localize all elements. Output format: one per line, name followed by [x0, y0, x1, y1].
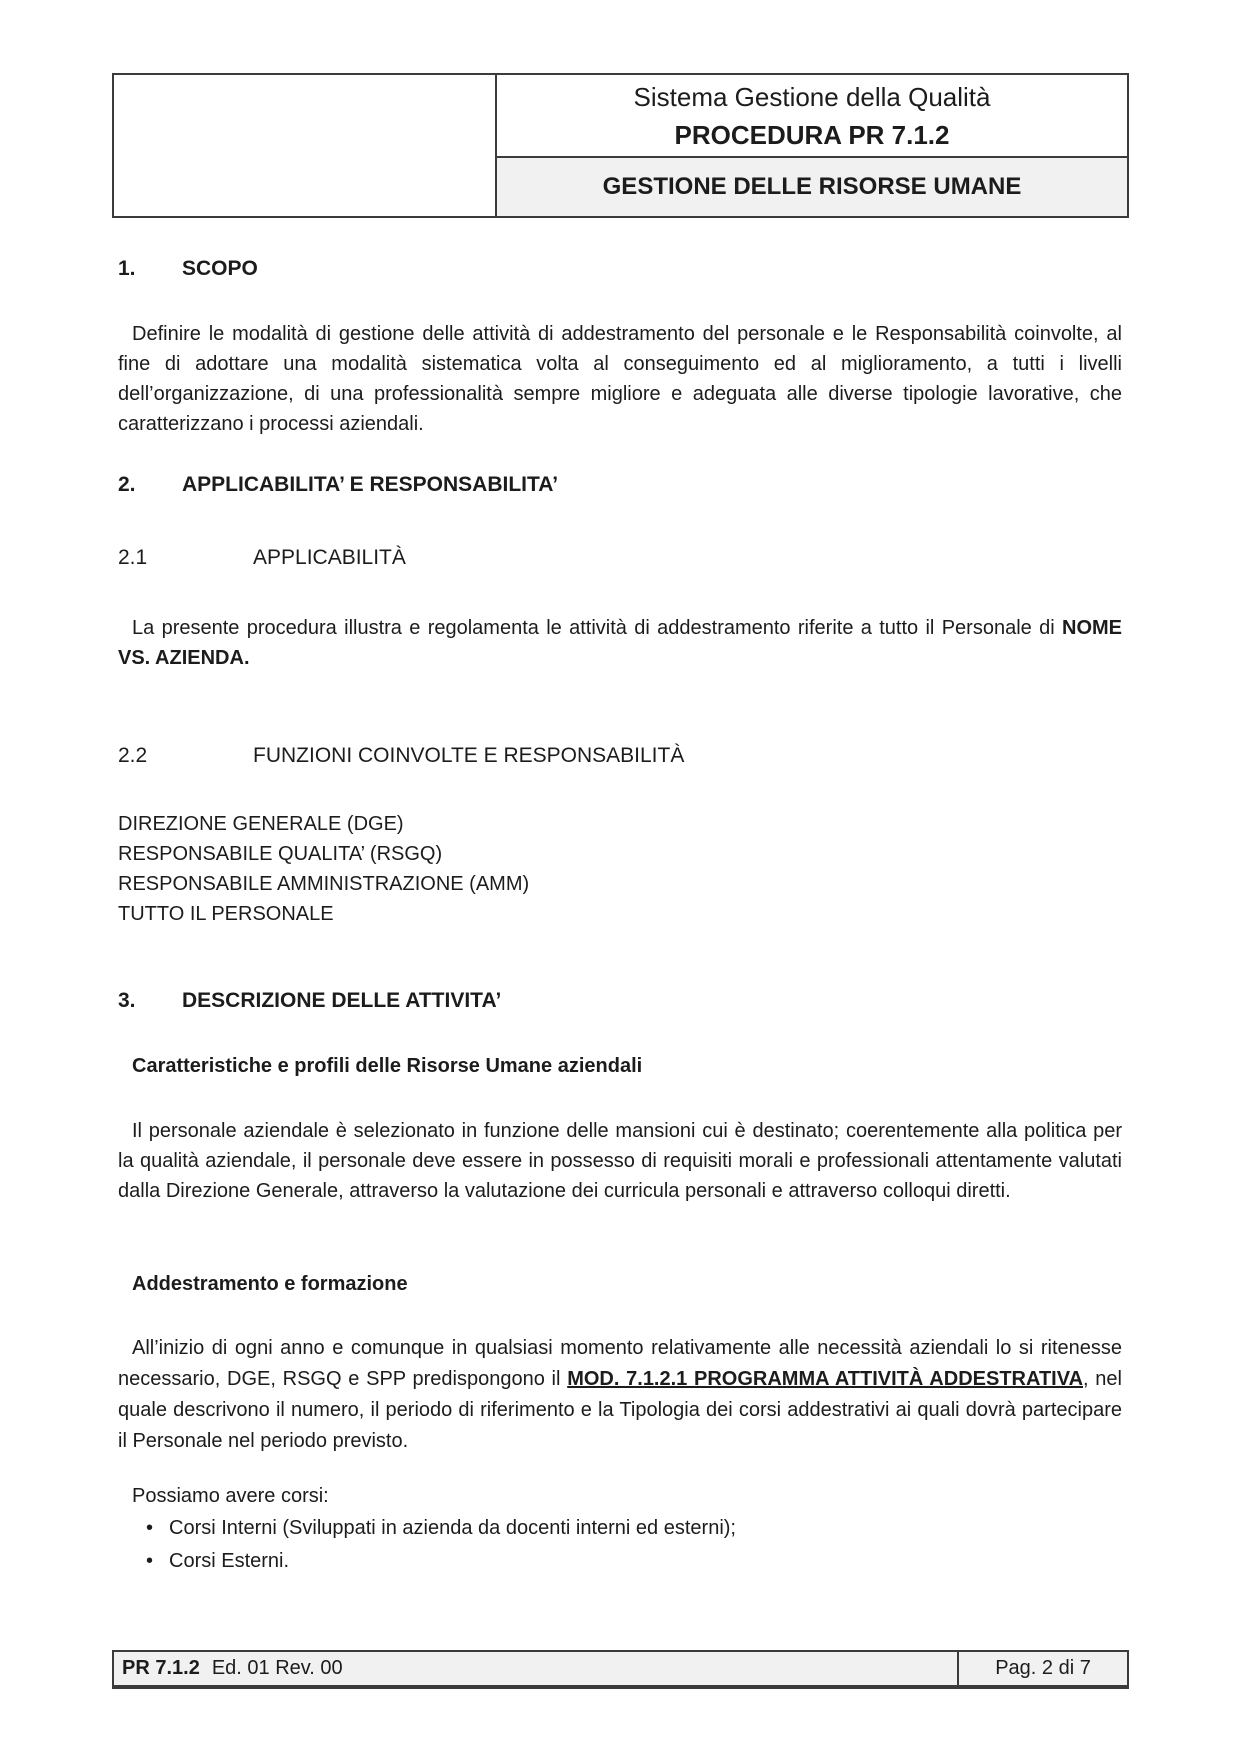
- bullet-text: Corsi Esterni.: [169, 1550, 290, 1572]
- footer-page-cell: [957, 1652, 1127, 1685]
- procedure-code-title: PROCEDURA PR 7.1.2: [674, 119, 950, 150]
- section-2-1-text: La presente procedura illustra e regolamenta le attività di addestramento riferite a tutto il Personale di: [132, 617, 1062, 639]
- bullet-icon: •: [146, 1550, 154, 1572]
- document-footer-table: [112, 1650, 1129, 1689]
- section-2-2-number: 2.2: [118, 744, 148, 767]
- subsection-profiles-paragraph: Il personale aziendale è selezionato in funzione delle mansioni cui è destinato; coerentemente alla politica per la qualità aziendale, il personale deve essere in possesso di requisiti morali e professionali attentamente valutati dalla Direzione Generale, attraverso la valutazione dei curricula personali e attraverso colloqui diretti.: [118, 1120, 1122, 1202]
- section-1-heading: [118, 254, 258, 284]
- section-1-number: 1.: [118, 257, 136, 280]
- footer-doc-code: PR 7.1.2: [122, 1657, 200, 1679]
- role-item: DIREZIONE GENERALE (DGE): [118, 813, 404, 835]
- subsection-training-paragraph: [118, 1333, 1122, 1457]
- section-3-number: 3.: [118, 989, 136, 1012]
- role-item: RESPONSABILE QUALITA’ (RSGQ): [118, 843, 443, 865]
- module-reference: MOD. 7.1.2.1 PROGRAMMA ATTIVITÀ ADDESTRATIVA: [567, 1368, 1084, 1390]
- quality-system-title: Sistema Gestione della Qualità: [633, 81, 991, 112]
- section-2-2-heading: [118, 741, 684, 771]
- section-1-paragraph: Definire le modalità di gestione delle attività di addestramento del personale e le Responsabilità coinvolte, al fine di adottare una modalità sistematica volta al conseguimento ed al miglioramento, a tutti i livelli dell’organizzazione, di una professionalità sempre migliore e adeguata alle diverse tipologie lavorative, che caratterizzano i processi aziendali.: [118, 323, 1122, 435]
- footer-doc-info-cell: [114, 1652, 957, 1685]
- company-name-placeholder: NOME VS. AZIENDA.: [118, 617, 1122, 669]
- subsection-profiles-heading: Caratteristiche e profili delle Risorse Umane aziendali: [132, 1055, 643, 1077]
- section-2-1-paragraph: [118, 613, 1122, 673]
- document-header-table: [112, 73, 1129, 218]
- bullet-text: Corsi Interni (Sviluppati in azienda da docenti interni ed esterni);: [169, 1517, 736, 1539]
- section-3-title: DESCRIZIONE DELLE ATTIVITA’: [182, 989, 502, 1012]
- section-1-title: SCOPO: [182, 257, 258, 280]
- courses-bullet-list: [145, 1512, 736, 1578]
- header-title-block: [497, 75, 1127, 156]
- section-2-number: 2.: [118, 473, 136, 496]
- section-2-2-title: FUNZIONI COINVOLTE E RESPONSABILITÀ: [253, 744, 685, 767]
- courses-lead-line: Possiamo avere corsi:: [132, 1485, 329, 1507]
- training-text-before: All’inizio di ogni anno e comunque in qualsiasi momento relativamente alle necessità aziendali lo si ritenesse necessario, DGE, RSGQ e SPP predispongono il: [118, 1337, 1122, 1390]
- section-2-1-title: APPLICABILITÀ: [253, 546, 406, 569]
- section-3-heading: [118, 986, 501, 1016]
- document-subject-cell: GESTIONE DELLE RISORSE UMANE: [497, 156, 1127, 216]
- section-2-1-heading: [118, 543, 406, 573]
- bullet-icon: •: [146, 1517, 154, 1539]
- section-2-1-number: 2.1: [118, 546, 148, 569]
- footer-revision: Ed. 01 Rev. 00: [211, 1657, 343, 1679]
- bullet-item: [145, 1512, 736, 1545]
- footer-page-indicator: Pag. 2 di 7: [995, 1657, 1091, 1679]
- involved-functions-list: [118, 809, 529, 929]
- logo-placeholder-cell: [114, 75, 497, 216]
- subsection-training-heading: Addestramento e formazione: [132, 1273, 408, 1295]
- role-item: TUTTO IL PERSONALE: [118, 903, 334, 925]
- section-2-heading: [118, 470, 558, 500]
- bullet-item: [145, 1545, 736, 1578]
- section-2-title: APPLICABILITA’ E RESPONSABILITA’: [182, 473, 559, 496]
- training-text-after: , nel quale descrivono il numero, il periodo di riferimento e la Tipologia dei corsi addestrativi ai quali dovrà partecipare il Personale nel periodo previsto.: [118, 1368, 1122, 1452]
- role-item: RESPONSABILE AMMINISTRAZIONE (AMM): [118, 873, 530, 895]
- header-title-cell: [497, 75, 1127, 216]
